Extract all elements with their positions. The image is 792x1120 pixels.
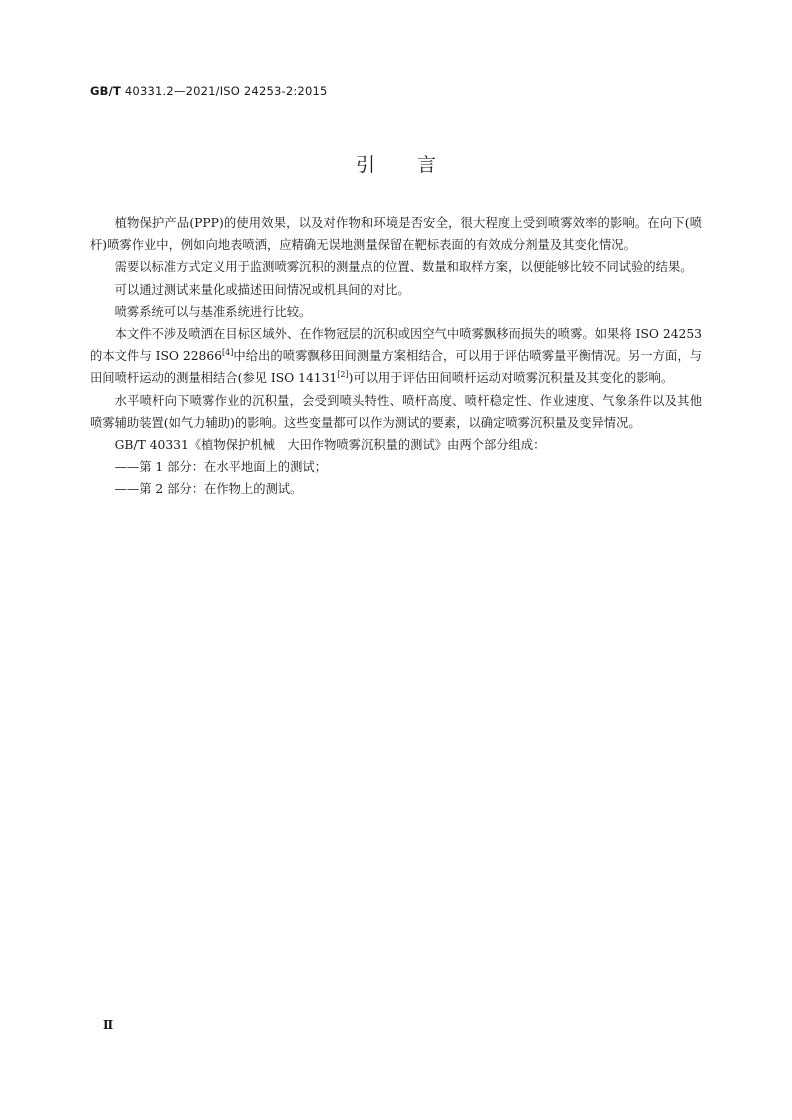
introduction-body [90, 212, 702, 501]
page-number: Ⅱ [103, 1018, 114, 1032]
reference-4: [4] [222, 348, 234, 358]
reference-2: [2] [337, 370, 349, 380]
standard-number-header [90, 84, 328, 98]
list-item-part-2: ——第 2 部分：在作物上的测试。 [114, 482, 303, 497]
paragraph-field-comparison: 可以通过测试来量化或描述田间情况或机具间的对比。 [114, 282, 410, 297]
standard-identifier: 40331.2—2021/ISO 24253-2:2015 [121, 84, 328, 98]
scope-text-c: )可以用于评估田间喷杆运动对喷雾沉积量及其变化的影响。 [348, 371, 674, 386]
list-item-part-1: ——第 1 部分：在水平地面上的测试； [114, 460, 327, 475]
standard-code: GB/T [90, 84, 122, 98]
paragraph-influencing-factors: 水平喷杆向下喷雾作业的沉积量，会受到喷头特性、喷杆高度、喷杆稳定性、作业速度、气象条件以及其他喷雾辅助装置(如气力辅助)的影响。这些变量都可以作为测试的要素，以确定喷雾沉积量及变异情况。 [90, 393, 702, 430]
scope-text-b: 中给出的喷雾飘移田间测量方案相结合，可以用于评估喷雾量平衡情况。另一方面，与田间喷杆运动的测量相结合(参见 ISO 14131 [90, 349, 702, 386]
paragraph-reference-system: 喷雾系统可以与基准系统进行比较。 [114, 304, 312, 319]
paragraph-ppp-efficiency: 植物保护产品(PPP)的使用效果，以及对作物和环境是否安全，很大程度上受到喷雾效率的影响。在向下(喷杆)喷雾作业中，例如向地表喷洒，应精确无误地测量保留在靶标表面的有效成分剂量及其变化情况。 [90, 216, 702, 253]
paragraph-scope [90, 323, 702, 390]
paragraph-parts-overview: GB/T 40331《植物保护机械 大田作物喷雾沉积量的测试》由两个部分组成： [114, 438, 546, 453]
paragraph-measurement-scheme: 需要以标准方式定义用于监测喷雾沉积的测量点的位置、数量和取样方案，以便能够比较不同试验的结果。 [114, 260, 693, 275]
section-title: 引言 [355, 154, 478, 176]
scope-text-a: 本文件不涉及喷洒在目标区域外、在作物冠层的沉积或因空气中喷雾飘移而损失的喷雾。如果将 ISO 24253 的本文件与 ISO 22866 [90, 327, 702, 364]
